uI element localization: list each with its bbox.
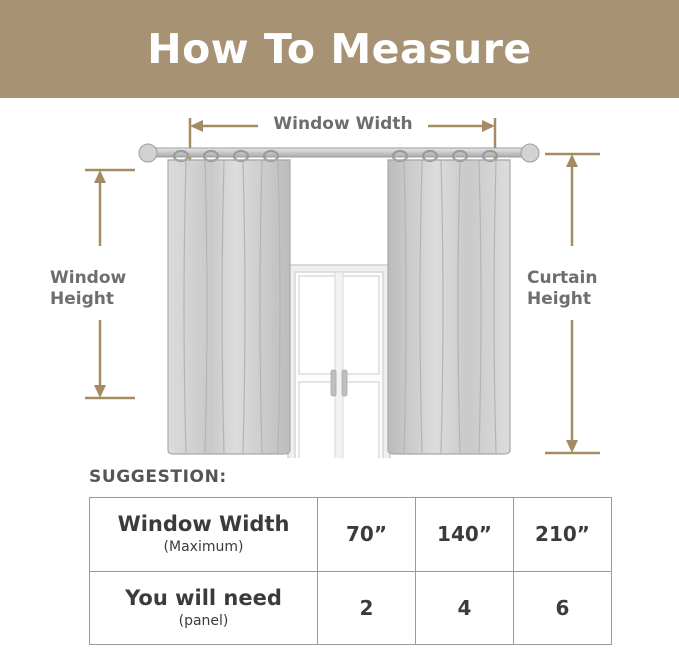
cell-value: 2 [359, 595, 374, 620]
cell-value: 4 [457, 595, 472, 620]
curtain-panel-icon-right [388, 151, 510, 454]
table-row [90, 571, 612, 645]
row-header-sub: (Maximum) [163, 539, 244, 556]
curtain-panel-icon-left [168, 151, 290, 454]
cell-value: 70” [346, 522, 387, 547]
page-title: How To Measure [147, 25, 532, 73]
row-header-main: Window Width [117, 512, 290, 537]
value-cell [416, 571, 514, 645]
header-banner [0, 0, 679, 98]
value-cell [416, 498, 514, 572]
value-cell [514, 498, 612, 572]
suggestion-table [89, 497, 612, 645]
row-header-main: You will need [125, 585, 282, 610]
cell-value: 210” [535, 522, 590, 547]
row-header-cell [90, 498, 318, 572]
cell-value: 140” [437, 522, 492, 547]
label-window-height: Window Height [50, 268, 127, 309]
suggestion-heading: SUGGESTION: [89, 467, 227, 487]
curtain-rod-icon [139, 144, 539, 162]
label-curtain-height: Curtain Height [527, 268, 598, 309]
window-icon [284, 265, 394, 458]
cell-value: 6 [555, 595, 570, 620]
value-cell [318, 498, 416, 572]
suggestion-table-wrapper [89, 497, 590, 645]
table-row [90, 498, 612, 572]
row-header-sub: (panel) [178, 612, 229, 629]
row-header-cell [90, 571, 318, 645]
value-cell [318, 571, 416, 645]
value-cell [514, 571, 612, 645]
label-window-width: Window Width [273, 114, 413, 134]
